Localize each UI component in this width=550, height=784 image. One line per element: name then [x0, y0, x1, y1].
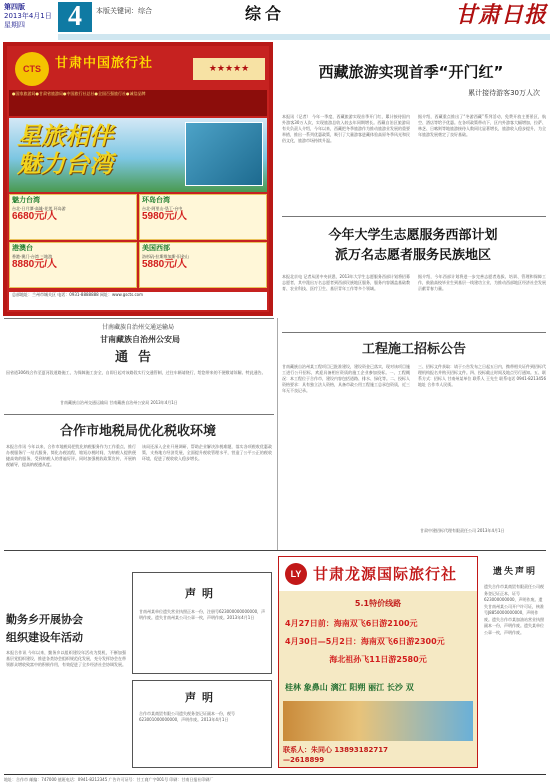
travel-ad-award-badge: ★★★★★ [193, 58, 265, 80]
article-column: 据介绍，西藏重点推出了“冬游西藏”系列活动，免费开放主要景区，航空、酒店等给予优惠。在各项政策带动下，区内外游客大幅增加，拉萨、林芝、日喀则等地旅游接待人数同比显著增长，旅游收入稳步提升，为全年旅游发展奠定了良好基础。 [418, 114, 546, 137]
travel-ad-panel [7, 46, 269, 312]
article-column: 该局还深入企业开展调研，帮助企业解决涉税难题，落实各项税收优惠政策，支持地方经济发展，全面提升税收管理水平，营造了公平公正的税收环境，促进了税收收入稳步增长。 [142, 444, 272, 461]
page-number-badge: 4 [58, 2, 92, 32]
travel-ad-scenic-photo [9, 118, 267, 192]
main-article-body [282, 114, 546, 210]
footer-info: 地址：合作市 邮编：747000 值班电话：0941-8212345 广告许可证号：甘工商广字001号 印刷：甘南日报社印刷厂 [4, 777, 214, 782]
tour-card [139, 242, 267, 288]
travel-ad-brand: 甘肃中国旅行社 [55, 56, 154, 71]
longyuan-phone: —2618899 [283, 756, 325, 764]
statement-title: 声明 [185, 691, 219, 704]
article-column: 三、招标文件获取：请于公告发布之日起五日内，携带相关证件到招标代理机构报名并购买招标文件。四、投标截止时间及地点另行通知。五、联系方式：招标人 甘南州某单位 联系人 王先生 联系电话 0941-8213456 地址 合作市人民街。 [418, 364, 546, 387]
volunteer-headline-line-1: 今年大学生志愿服务西部计划 [328, 228, 498, 243]
longyuan-contact: 联系人：朱同心 13893182717 [283, 746, 389, 754]
tax-headline: 合作市地税局优化税收环境 [59, 424, 216, 439]
longyuan-scenic-photo [283, 701, 473, 741]
footer-rule [4, 774, 546, 775]
main-subheadline: 累计接待游客30万人次 [468, 89, 540, 97]
edition-label: 第四版 [4, 3, 25, 11]
statement-box [132, 572, 272, 674]
tour-name: 港澳台 [12, 244, 33, 252]
travel-ad-contacts: 总部地址：兰州市城关区 电话：0931-8888888 网址：www.gscts.com [9, 292, 267, 310]
township-article-body: 本报合作讯 今年以来，勤务乡以组织建设年活动为契机，不断加强基层党组织建设，推进各类协会组织规范化发展，充分发挥协会在带领群众增收致富中的积极作用，有效促进了全乡经济社会协调发展。 [6, 650, 126, 667]
tender-body [282, 364, 546, 528]
promo-cities: 桂林 象鼻山 漓江 阳朔 丽江 长沙 双 [285, 683, 414, 692]
tour-route: 台北-日月潭-高雄-花莲 环岛游 [12, 206, 66, 211]
travel-ad-landmark-photo [185, 122, 263, 186]
article-column: 本报北京电 记者从团中央获悉，2013年大学生志愿服务西部计划将招募志愿者，其中派出万名志愿者到西部民族地区服务，服务内容涵盖基础教育、农业科技、医疗卫生、基层青年工作等多个领域。 [282, 274, 410, 291]
tender-headline: 工程施工招标公告 [361, 342, 466, 357]
promo-line: 4月27日前：海南双飞6日游2100元 [285, 619, 418, 628]
tour-name: 魅力台湾 [12, 196, 40, 204]
tour-route: 洛杉矶-拉斯维加斯-旧金山 [142, 254, 189, 259]
article-column: 本报讯（记者） 今年一季度，西藏旅游实现首季开门红，累计接待国内外游客30万人次，实现旅游总收入较去年同期增长。西藏自治区旅游局有关负责人介绍，今年以来，西藏把冬季旅游作为推动旅游业发展的重要举措，推出一系列优惠政策，吸引了大量游客进藏体验高原冬季风光和民俗文化，旅游市场持续升温。 [282, 114, 410, 143]
header-band [58, 34, 550, 40]
divider [282, 332, 546, 333]
statement-body: 甘南州某单位遗失营业执照正本一份，注册号623000000000000，声明作废。遗失甘南州某公司公章一枚，声明作废。2013年4月1日 [139, 609, 266, 620]
tour-card [139, 194, 267, 240]
statement-title: 声明 [185, 587, 219, 600]
promo-line: 4月30日—5月2日：海南双飞6日游2300元 [285, 637, 445, 646]
longyuan-ad-header [279, 557, 477, 591]
notice-body: 因省道306线合作至夏河段道路施工，为保障施工安全，自即日起对该路段实行交通管制，过往车辆请绕行，给您带来的不便敬请谅解。特此通告。 [6, 370, 266, 375]
travel-ad-credentials: ●国家旅游局●甘肃省旅游局●中国旅行社总社●全国百强旅行社●诚信品牌 [9, 90, 267, 116]
section-title: 综合 [245, 4, 286, 23]
promo-line: 海北祖孙飞11日游2580元 [329, 655, 427, 664]
tour-price: 5880元/人 [142, 259, 188, 270]
tour-price: 6680元/人 [12, 211, 58, 222]
tax-article-body [6, 444, 272, 544]
travel-ad-tours [9, 194, 267, 290]
statement-box [132, 680, 272, 768]
longyuan-name: 甘肃龙源国际旅行社 [313, 565, 458, 583]
slogan-line-1: 星旅相伴 [17, 121, 113, 150]
divider [282, 216, 546, 217]
township-headline-line-1: 勤务乡开展协会 [6, 613, 83, 626]
article-column: 本报合作讯 今年以来，合作市地税局把优化纳税服务作为工作重点，推行办税服务厅一站式服务，简化办税流程，缩短办税时间，为纳税人提供便捷高效的服务，受到纳税人的普遍好评。同时加强税收政策宣传，开展纳税辅导，提高纳税遵从度。 [6, 444, 136, 467]
main-headline: 西藏旅游实现首季“开门红” [318, 63, 504, 81]
divider [4, 318, 274, 319]
tour-price: 8880元/人 [12, 259, 58, 270]
divider [4, 414, 274, 415]
article-column: 甘南藏族自治州某工程项目已批准建设，建设资金已落实，现对该项目施工进行公开招标，欢迎具备相应资质的施工企业参加投标。一、工程概况：本工程位于合作市，建设内容包括道路、排水、绿化等。二、投标人资格要求：具有独立法人资格，具备市政公用工程施工总承包资质，近三年无不良记录。 [282, 364, 410, 393]
township-headline-line-2: 组织建设年活动 [6, 631, 83, 644]
promo-title: 5.1特价线路 [354, 599, 402, 608]
travel-advertisement [3, 42, 273, 316]
column-divider [277, 318, 278, 550]
tender-signoff: 甘肃中建招标代理有限责任公司 2013年4月1日 [420, 528, 505, 533]
longyuan-logo: LY [285, 563, 307, 585]
travel-ad-slogan [17, 122, 113, 178]
tour-name: 美国西部 [142, 244, 170, 252]
slogan-line-2: 魅力台湾 [17, 149, 113, 178]
volunteer-article-body [282, 274, 546, 326]
tour-price: 5980元/人 [142, 211, 188, 222]
cts-logo: CTS [15, 52, 49, 86]
statement-body: 合作市某商贸有限公司遗失税务登记证副本一份，税号623001000000000，声明作废。2013年4月1日 [139, 711, 235, 722]
section-tag: 本版关键词：综合 [96, 7, 152, 15]
volunteer-headline-line-2: 派万名志愿者服务民族地区 [334, 248, 491, 263]
issue-date: 2013年4月1日 [4, 12, 52, 20]
notice-issuer-2: 甘南藏族自治州公安局 [100, 335, 180, 344]
newspaper-masthead: 甘肃日报 [455, 2, 548, 28]
longyuan-ad-content [279, 591, 477, 767]
divider [4, 550, 546, 551]
tour-route: 台北-阿里山-垦丁-台中 [142, 206, 183, 211]
lost-notice-title: 遗失声明 [492, 567, 537, 577]
tour-card [9, 242, 137, 288]
tour-card [9, 194, 137, 240]
notice-issuer-1: 甘南藏族自治州交通运输局 [101, 324, 174, 331]
longyuan-travel-ad [278, 556, 478, 768]
issue-meta [4, 3, 54, 30]
tour-route: 香港-澳门-台湾 三地游 [12, 254, 53, 259]
issue-weekday: 星期四 [4, 21, 25, 29]
notice-signoff: 甘南藏族自治州交通运输局 甘南藏族自治州公安局 2013年4月1日 [60, 400, 178, 405]
notice-title: 通告 [114, 350, 161, 365]
tour-name: 环岛台湾 [142, 196, 170, 204]
article-column: 据介绍，今年西部计划将进一步完善志愿者选拔、培训、管理和保障工作，鼓励高校毕业生到基层一线建功立业，为推动西部地区经济社会发展贡献青春力量。 [418, 274, 546, 291]
lost-notice-body: 遗失合作市某商贸有限责任公司税务登记证正本，证号623000000000，声明作废。遗失甘南州某公司开户许可证，核准号J8850000000000，声明作废。遗失合作市某加油站营业执照副本一份，声明作废。遗失某单位公章一枚，声明作废。 [484, 584, 544, 635]
